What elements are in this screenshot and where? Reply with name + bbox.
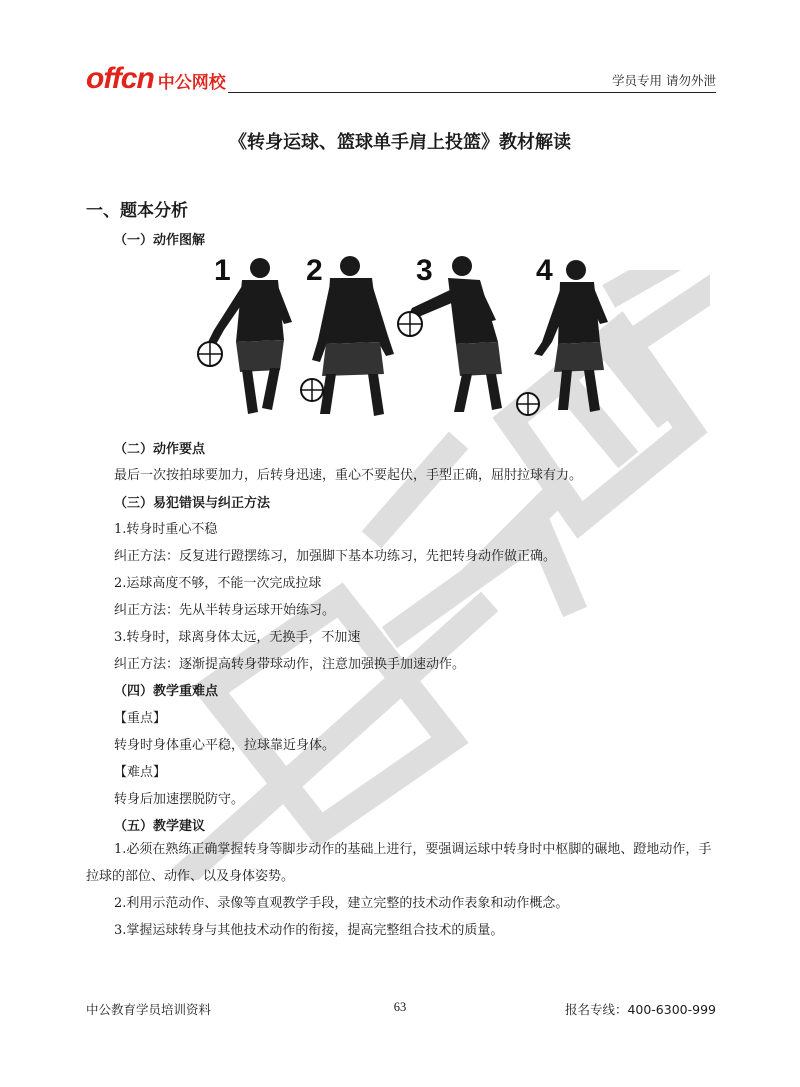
logo-mark: offcn [86,62,154,95]
points-heading: （二）动作要点 [114,442,206,457]
key-label: 【重点】 [114,711,167,726]
error-fix-3: 纠正方法：逐渐提高转身带球动作，注意加强换手加速动作。 [114,657,466,672]
player-figure-4 [517,260,608,415]
footer-left: 中公教育学员培训资料 [86,1002,212,1017]
offcn-logo [86,62,226,96]
suggestions-heading: （五）教学建议 [114,819,206,834]
page-title: 《转身运球、篮球单手肩上投篮》教材解读 [229,132,571,153]
header-rule [228,92,716,93]
page-number: 63 [393,1000,407,1014]
error-fix-2: 纠正方法：先从半转身运球开始练习。 [114,603,336,618]
player-figure-3 [398,256,502,412]
header-note: 学员专用 请勿外泄 [612,73,716,88]
page-header [86,62,716,98]
difficulty-text: 转身后加速摆脱防守。 [114,792,245,807]
figure-heading: （一）动作图解 [114,233,206,248]
error-item-1: 1.转身时重心不稳 [114,522,218,537]
diagram-label-2: 2 [306,254,323,287]
diagram-label-1: 1 [214,254,231,287]
keypoints-heading: （四）教学重难点 [114,684,219,699]
points-text: 最后一次按拍球要加力，后转身迅速，重心不要起伏，手型正确，屈肘拉球有力。 [114,468,583,483]
error-item-2: 2.运球高度不够，不能一次完成拉球 [114,576,322,591]
logo-text: 中公网校 [157,73,226,93]
difficulty-label: 【难点】 [114,765,167,780]
player-figure-1 [198,258,292,414]
errors-heading: （三）易犯错误与纠正方法 [114,496,271,511]
diagram-label-3: 3 [416,254,433,287]
footer-hotline: 报名专线：400-6300-999 [564,1002,716,1017]
error-item-3: 3.转身时，球离身体太远，无换手，不加速 [114,630,361,645]
action-diagram [180,250,630,425]
suggestion-item-2: 2.利用示范动作、录像等直观教学手段，建立完整的技术动作表象和动作概念。 [114,896,569,911]
section-heading-analysis: 一、题本分析 [86,201,188,221]
suggestion-item-3: 3.掌握运球转身与其他技术动作的衔接，提高完整组合技术的质量。 [114,923,504,938]
diagram-label-4: 4 [536,254,553,287]
suggestion-item-1: 1.必须在熟练正确掌握转身等脚步动作的基础上进行，要强调运球中转身时中枢脚的碾地、蹬地动作，手拉球的部位、动作、以及身体姿势。 [86,842,712,884]
key-text: 转身时身体重心平稳，拉球靠近身体。 [114,738,336,753]
error-fix-1: 纠正方法：反复进行蹬摆练习，加强脚下基本功练习，先把转身动作做正确。 [114,549,557,564]
